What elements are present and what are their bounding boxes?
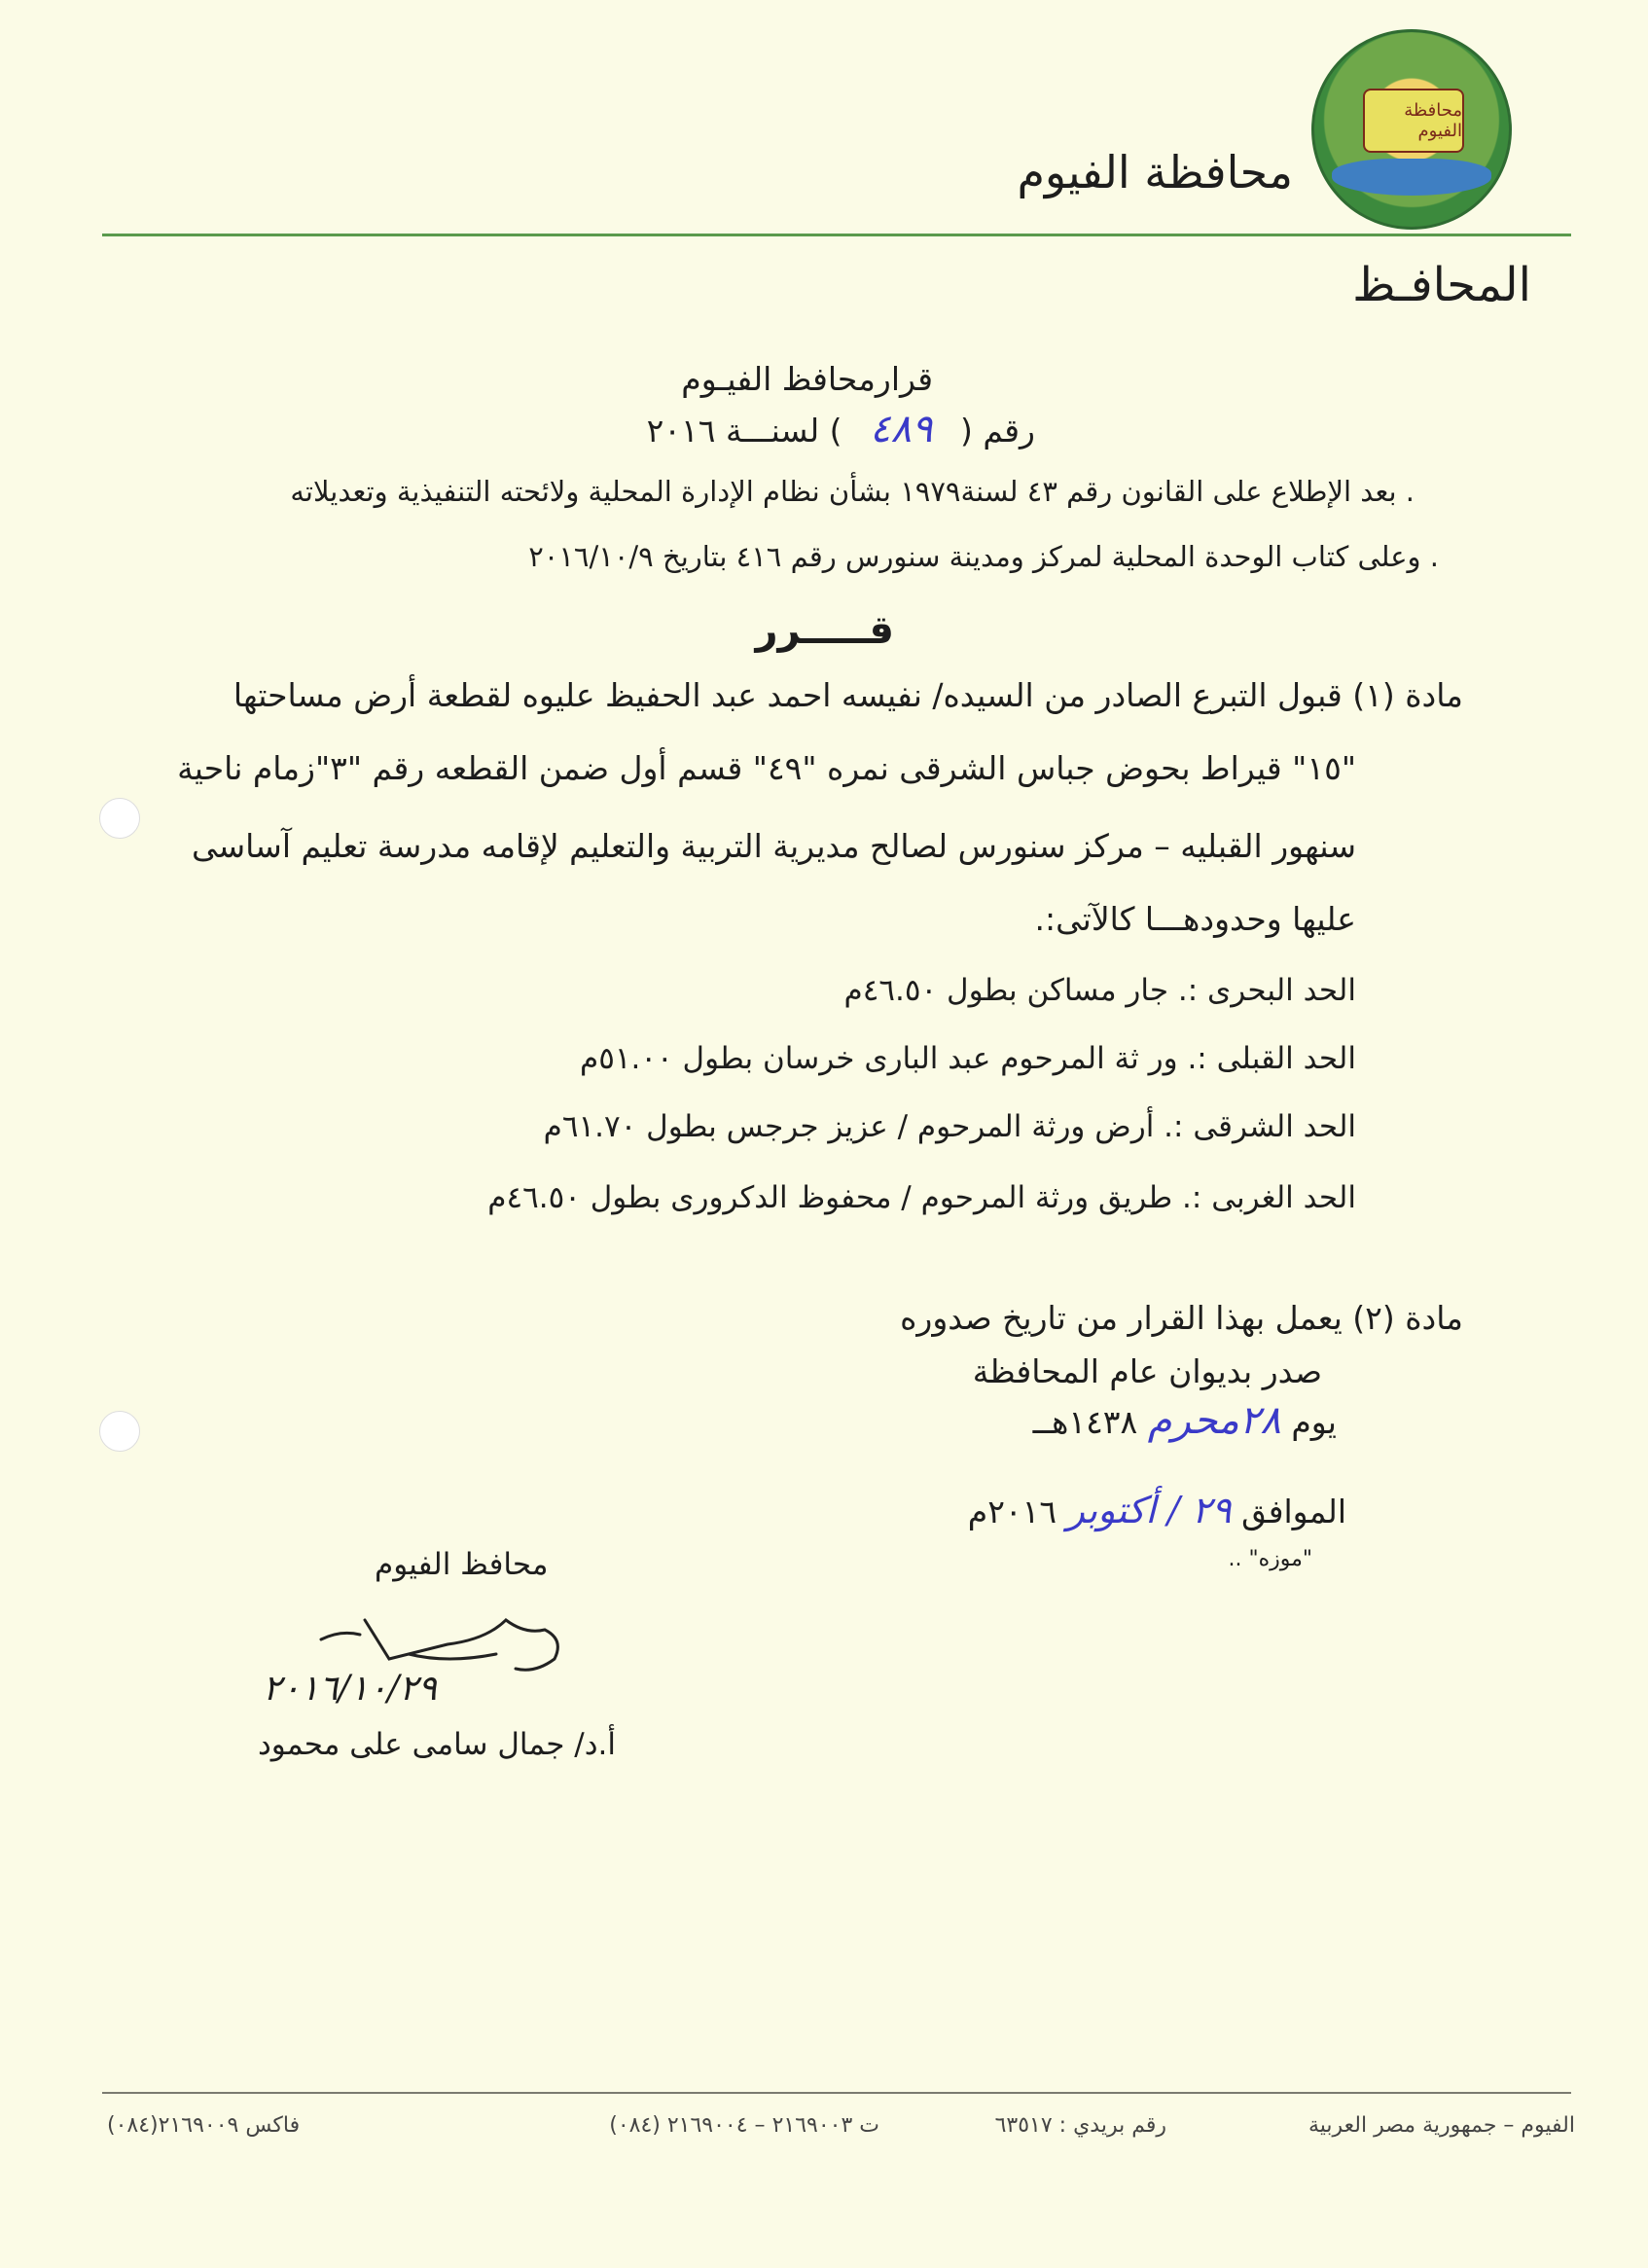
preamble-law: . بعد الإطلاع على القانون رقم ٤٣ لسنة١٩٧٩ بشأن نظام الإدارة المحلية ولائحته التنفيذية وتعديلاته	[290, 475, 1415, 508]
boundary-west: الحد الغربى :. طريق ورثة المرحوم / محفوظ الدكرورى بطول ٤٦.٥٠م	[487, 1180, 1356, 1215]
footer-divider	[102, 2092, 1571, 2094]
footer-postal: رقم بريدي : ٦٣٥١٧	[994, 2113, 1166, 2138]
preamble-letter: . وعلى كتاب الوحدة المحلية لمركز ومدينة سنورس رقم ٤١٦ بتاريخ ٢٠١٦/١٠/٩	[528, 540, 1439, 573]
corresponds-label: الموافق	[1241, 1493, 1346, 1530]
footer-address: الفيوم – جمهورية مصر العربية	[1308, 2113, 1575, 2138]
article2-line: مادة (٢) يعمل بهذا القرار من تاريخ صدوره	[900, 1299, 1463, 1337]
number-suffix: ) لسنـــة ٢٠١٦	[646, 412, 842, 450]
boundary-south: الحد القبلى :. ور ثة المرحوم عبد البارى خرسان بطول ٥١.٠٠م	[580, 1041, 1356, 1076]
article1-line1: مادة (١) قبول التبرع الصادر من السيده/ نفيسه احمد عبد الحفيظ عليوه لقطعة أرض مساحتها	[233, 676, 1463, 714]
hijri-day-handwritten: ٢٨محرم	[1147, 1398, 1281, 1443]
hijri-date-line	[1033, 1398, 1337, 1443]
punch-hole-upper	[99, 798, 140, 839]
boundary-east: الحد الشرقى :. أرض ورثة المرحوم / عزيز جرجس بطول ٦١.٧٠م	[543, 1109, 1356, 1144]
office-title: المحافـظ	[1352, 258, 1531, 312]
footer-phone: ت ٢١٦٩٠٠٣ – ٢١٦٩٠٠٤ (٠٨٤)	[609, 2113, 879, 2138]
hijri-year: ١٤٣٨هــ	[1032, 1403, 1138, 1441]
article1-line4: عليها وحدودهـــا كالآتى:.	[1034, 900, 1356, 938]
article1-line3: سنهور القبليه – مركز سنورس لصالح مديرية التربية والتعليم لإقامه مدرسة تعليم آساسى	[191, 827, 1356, 865]
signatory-title: محافظ الفيوم	[375, 1547, 549, 1582]
number-prefix: رقم (	[959, 412, 1035, 450]
gregorian-handwritten: ٢٩ / أكتوبر	[1066, 1489, 1232, 1531]
governorate-name: محافظة الفيوم	[1017, 146, 1293, 198]
header-divider	[102, 234, 1571, 236]
signature-date-handwritten: ٢٠١٦/١٠/٢٩	[263, 1669, 437, 1709]
emblem-water	[1332, 159, 1491, 196]
footer-fax: فاكس ٢١٦٩٠٠٩(٠٨٤)	[107, 2113, 301, 2138]
issued-line: صدر بديوان عام المحافظة	[972, 1352, 1322, 1390]
gregorian-year: ٢٠١٦م	[967, 1493, 1057, 1530]
signatory-name: أ.د/ جمال سامى على محمود	[258, 1727, 617, 1762]
decided-heading: قـــــرر	[755, 608, 894, 653]
punch-hole-lower	[99, 1411, 140, 1452]
distribution-note: "موزه" ..	[1228, 1547, 1312, 1571]
decree-title: قرارمحافظ الفيـوم	[681, 360, 933, 398]
decree-number: ٤٨٩	[870, 407, 933, 451]
governorate-emblem	[1311, 29, 1512, 230]
emblem-label: محافظة الفيوم	[1363, 89, 1464, 153]
decree-number-line	[647, 407, 1035, 451]
boundary-north: الحد البحرى :. جار مساكن بطول ٤٦.٥٠م	[843, 973, 1356, 1008]
day-label: يوم	[1291, 1403, 1337, 1441]
article1-line2: "١٥" قيراط بحوض جباس الشرقى نمره "٤٩" قسم أول ضمن القطعه رقم "٣"زمام ناحية	[177, 749, 1356, 787]
gregorian-date-line	[968, 1489, 1346, 1531]
